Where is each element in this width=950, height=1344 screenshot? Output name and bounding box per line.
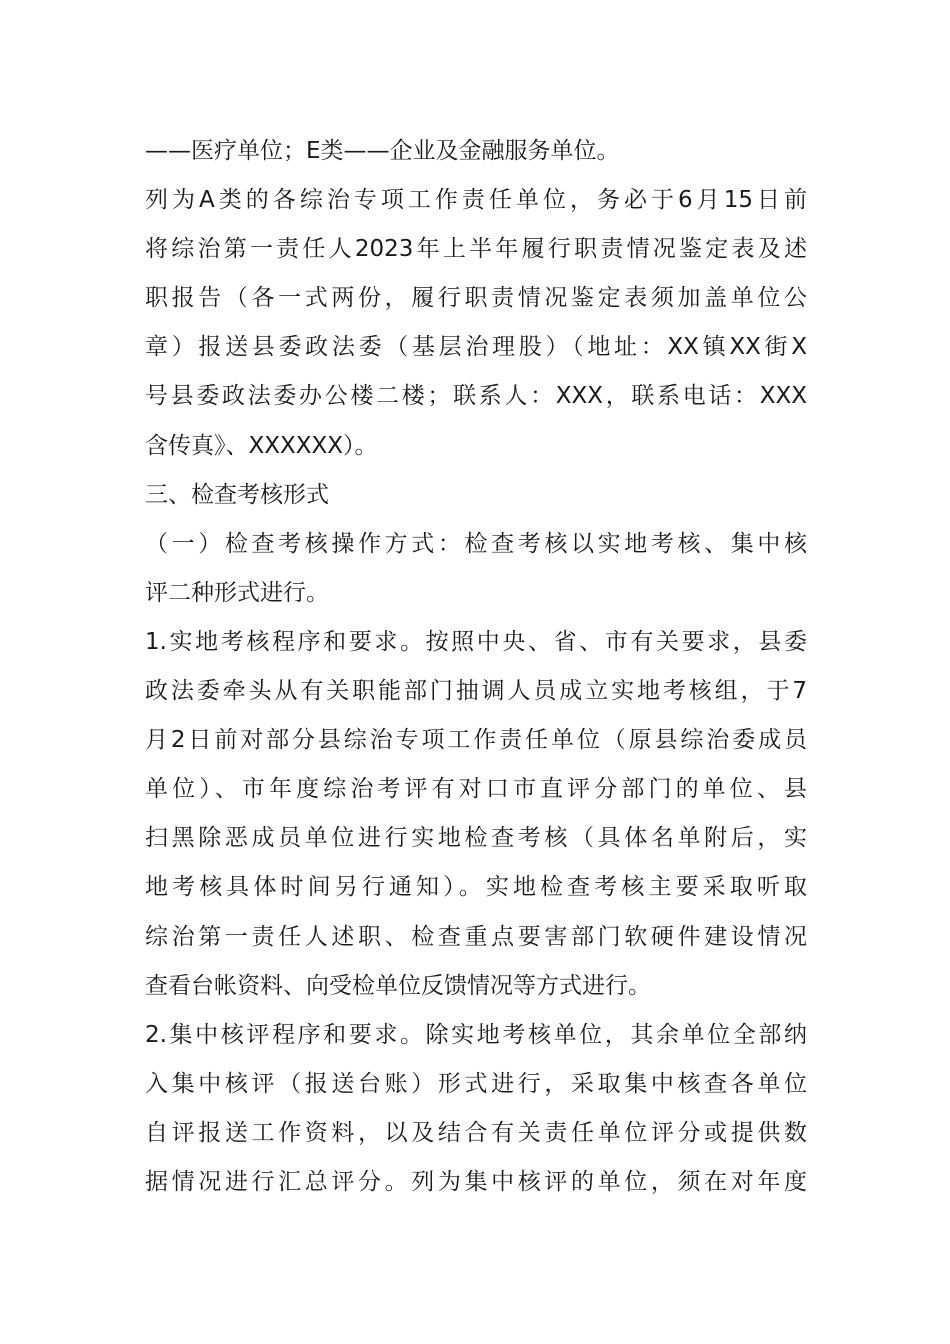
text-line-20: 入集中核评（报送台账）形式进行，采取集中核查各单位 (145, 1070, 807, 1097)
text-line-10: 评二种形式进行。 (145, 579, 329, 606)
text-line-19: 2.集中核评程序和要求。除实地考核单位，其余单位全部纳 (145, 1021, 807, 1048)
text-line-5: 章）报送县委政法委（基层治理股）（地址：XX镇XX街X (145, 334, 807, 361)
text-line-18: 查看台帐资料、向受检单位反馈情况等方式进行。 (145, 972, 651, 999)
text-line-6: 号县委政法委办公楼二楼；联系人：XXX，联系电话：XXX (145, 383, 807, 410)
document-body (145, 127, 807, 1207)
text-line-2: 列为A类的各综治专项工作责任单位，务必于6月15日前 (145, 187, 807, 214)
text-line-1: ——医疗单位；E类——企业及金融服务单位。 (145, 138, 620, 164)
section-heading: 三、检查考核形式 (145, 481, 329, 508)
text-line-4: 职报告（各一式两份，履行职责情况鉴定表须加盖单位公 (145, 285, 807, 312)
text-line-14: 单位）、市年度综治考评有对口市直评分部门的单位、县 (145, 776, 807, 803)
text-line-21: 自评报送工作资料，以及结合有关责任单位评分或提供数 (145, 1119, 807, 1146)
text-line-12: 政法委牵头从有关职能部门抽调人员成立实地考核组，于7 (145, 678, 807, 705)
text-line-16: 地考核具体时间另行通知）。实地检查考核主要采取听取 (145, 874, 807, 901)
text-line-13: 月2日前对部分县综治专项工作责任单位（原县综治委成员 (145, 727, 807, 754)
text-line-9: （一）检查考核操作方式：检查考核以实地考核、集中核 (145, 530, 807, 557)
text-line-17: 综治第一责任人述职、检查重点要害部门软硬件建设情况 (145, 923, 807, 950)
text-line-3: 将综治第一责任人2023年上半年履行职责情况鉴定表及述 (145, 236, 807, 263)
text-line-15: 扫黑除恶成员单位进行实地检查考核（具体名单附后，实 (145, 825, 807, 852)
text-line-7: 含传真》、XXXXXX）。 (145, 432, 378, 459)
text-line-11: 1.实地考核程序和要求。按照中央、省、市有关要求，县委 (145, 628, 807, 655)
text-line-22: 据情况进行汇总评分。列为集中核评的单位，须在对年度 (145, 1168, 807, 1195)
